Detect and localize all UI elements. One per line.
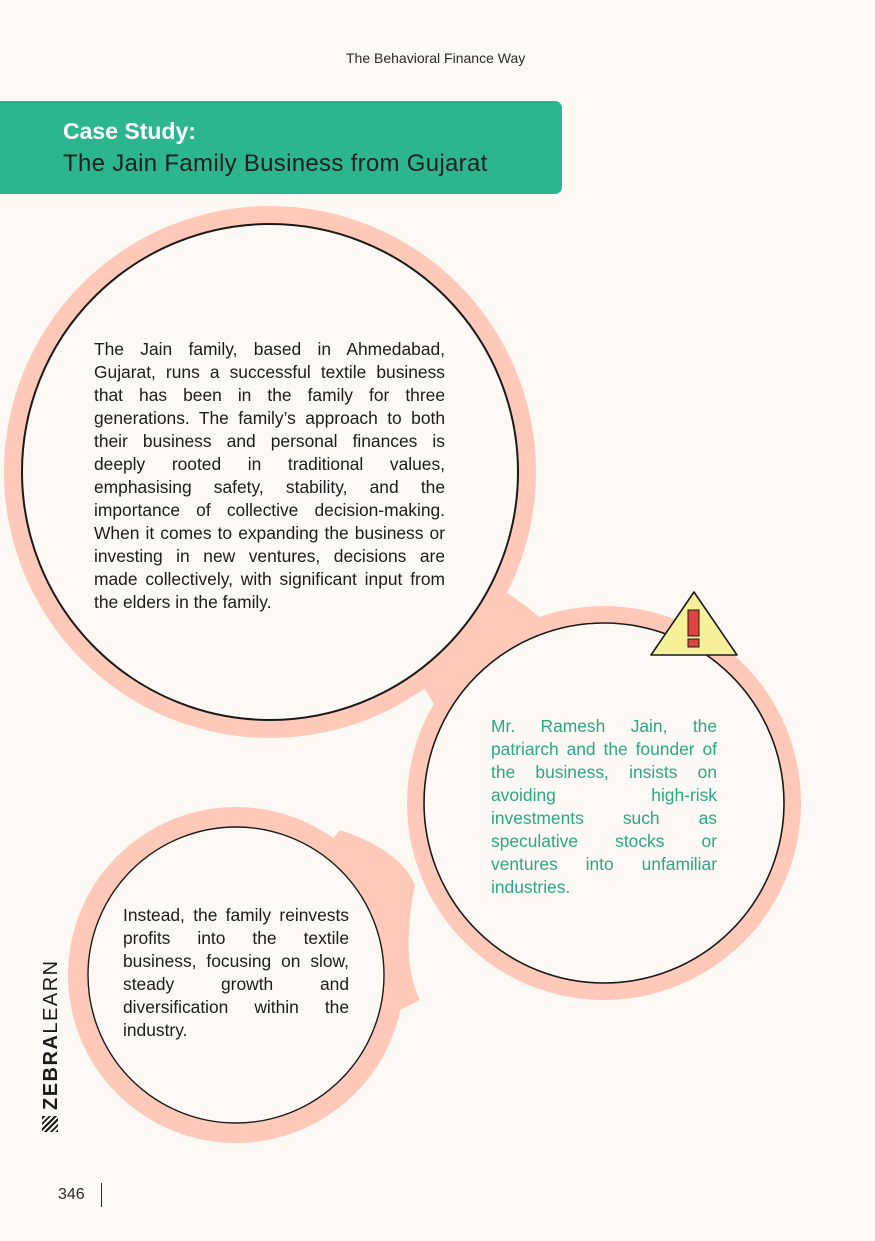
- page-number: 346: [58, 1186, 85, 1203]
- banner-kicker: Case Study:: [63, 118, 196, 144]
- zebralearn-logo: [40, 959, 63, 1132]
- logo-word-bold: ZEBRA: [40, 1033, 62, 1110]
- family-description: The Jain family, based in Ahmedabad, Gujarat, runs a successful textile business that has been in the family for three generations. The family’s approach to both their business and personal finances is deeply rooted in traditional values, emphasising safety, stability, and the importance of collective decision-making. When it comes to expanding the business or investing in new ventures, decisions are made collectively, with significant input from the elders in the family.: [94, 339, 445, 612]
- banner-title: The Jain Family Business from Gujarat: [63, 150, 488, 177]
- zebra-stripes-icon: [42, 1116, 58, 1132]
- logo-word-light: LEARN: [40, 959, 62, 1034]
- patriarch-note: Mr. Ramesh Jain, the patriarch and the founder of the business, insists on avoiding high-risk investments such as speculative stocks or ventures into unfamiliar industries.: [491, 716, 717, 897]
- running-header: The Behavioral Finance Way: [346, 50, 526, 66]
- reinvestment-note: Instead, the family reinvests profits into the textile business, focusing on slow, steady growth and diversification within the industry.: [123, 905, 349, 1040]
- page-number-divider: [101, 1183, 102, 1207]
